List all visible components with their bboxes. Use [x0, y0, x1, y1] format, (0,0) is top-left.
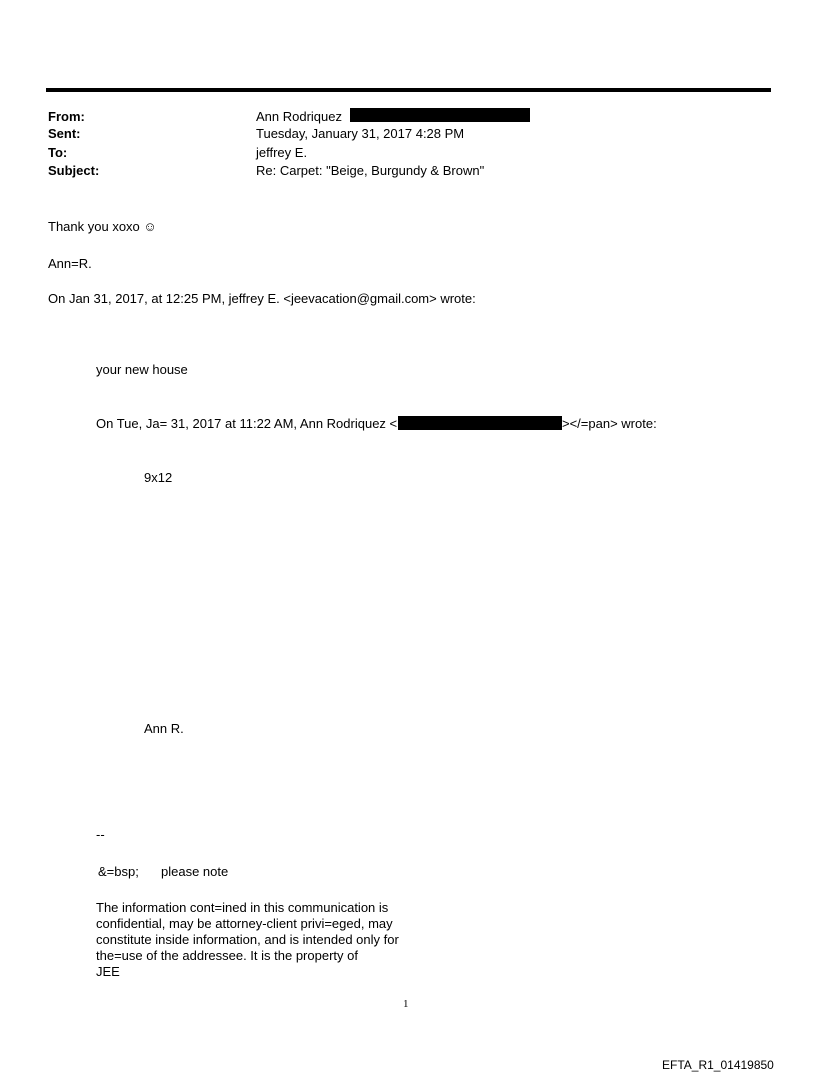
- please-note: please note: [161, 864, 229, 879]
- disclaimer: [96, 900, 456, 980]
- signoff-line: Ann=R.: [48, 256, 92, 271]
- quote1-text: your new house: [96, 362, 188, 377]
- disclaimer-line: constitute inside information, and is intended only for: [96, 932, 399, 947]
- sent-label: Sent:: [48, 126, 81, 141]
- page-number: 1: [403, 998, 409, 1010]
- disclaimer-line: JEE: [96, 964, 120, 979]
- subject-value: Re: Carpet: "Beige, Burgundy & Brown": [256, 163, 485, 178]
- redaction-box: [350, 108, 530, 122]
- to-value: jeffrey E.: [256, 145, 308, 160]
- top-rule: [46, 88, 771, 92]
- sent-value: Tuesday, January 31, 2017 4:28 PM: [256, 126, 465, 141]
- quote1-intro: On Jan 31, 2017, at 12:25 PM, jeffrey E. <jeevacation@gmail.com> wrote:: [48, 291, 476, 306]
- quote2-signature: Ann R.: [144, 721, 184, 736]
- quote2-intro-end: ></=pan> wrote:: [562, 416, 657, 431]
- disclaimer-line: the=use of the addressee. It is the property of: [96, 948, 358, 963]
- redaction-box: [398, 416, 562, 430]
- document-id: EFTA_R1_01419850: [662, 1058, 774, 1072]
- quote2-size: 9x12: [144, 470, 173, 485]
- nbsp-text: &=bsp;: [98, 864, 139, 879]
- from-value: Ann Rodriquez: [256, 109, 342, 124]
- from-label: From:: [48, 109, 85, 124]
- thanks-line: Thank you xoxo ☺: [48, 219, 157, 234]
- quote2-intro-start: On Tue, Ja= 31, 2017 at 11:22 AM, Ann Rodriquez <: [96, 416, 398, 431]
- to-label: To:: [48, 145, 68, 160]
- subject-label: Subject:: [48, 163, 100, 178]
- disclaimer-line: confidential, may be attorney-client privi=eged, may: [96, 916, 393, 931]
- disclaimer-line: The information cont=ined in this communication is: [96, 900, 389, 915]
- separator: --: [96, 827, 105, 842]
